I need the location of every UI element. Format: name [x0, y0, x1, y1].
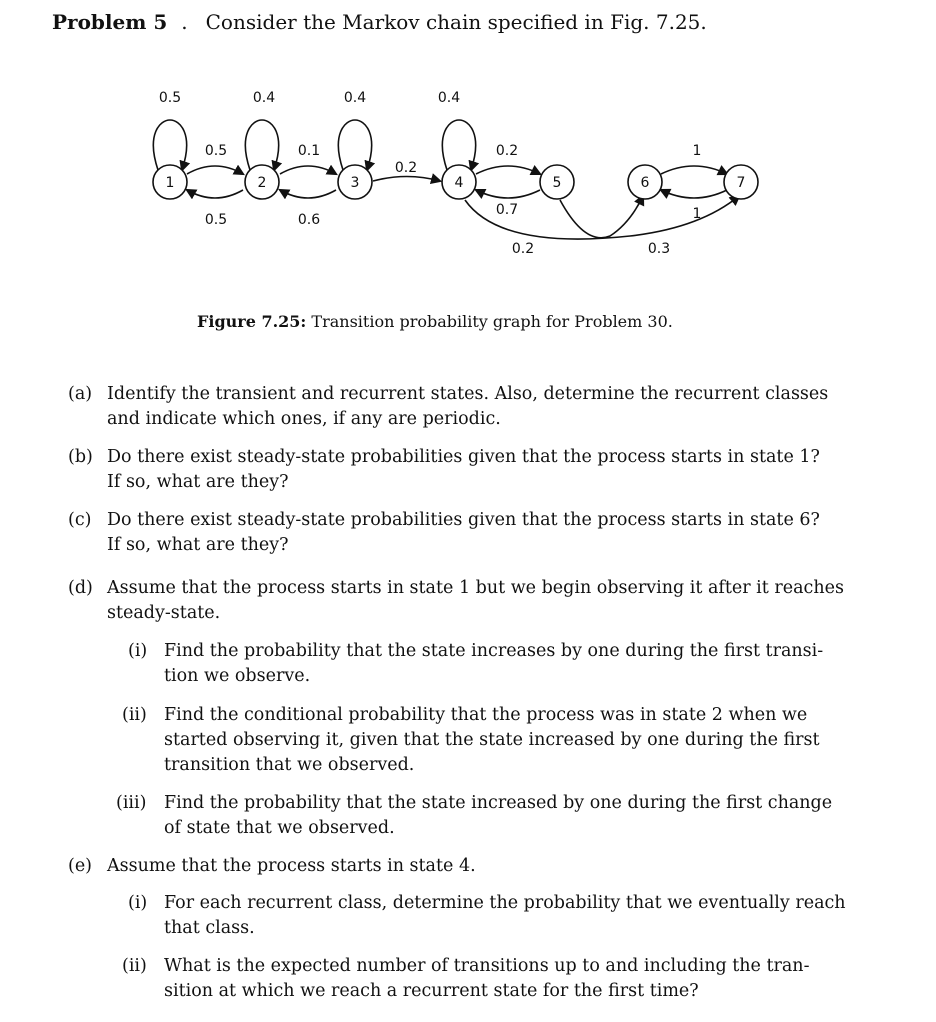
edge-2-to-3: [280, 166, 336, 174]
question-e-ii-line-1: What is the expected number of transitions up to and including the tran-: [164, 956, 810, 976]
label-2-to-3: 0.1: [297, 143, 321, 159]
label-7-to-6: 1: [692, 206, 702, 222]
question-d-line-1: Assume that the process starts in state 1 but we begin observing it after it reaches: [107, 578, 844, 598]
state-label-3: 3: [350, 175, 360, 191]
state-label-5: 5: [552, 175, 562, 191]
problem-label: Problem 5: [52, 10, 168, 34]
question-c-line-2: If so, what are they?: [107, 535, 289, 555]
question-e-i-line-1: For each recurrent class, determine the probability that we eventually reach: [164, 893, 846, 913]
label-3-to-2: 0.6: [297, 212, 321, 228]
problem-header: [52, 10, 707, 34]
question-d-ii-line-3: transition that we observed.: [164, 755, 415, 775]
state-label-1: 1: [165, 175, 175, 191]
question-d-iii-line-1: Find the probability that the state increased by one during the first change: [164, 793, 833, 813]
question-e-i-line-2: that class.: [164, 918, 255, 938]
question-d-i-line-2: tion we observe.: [164, 666, 311, 686]
label-5-to-4: 0.7: [495, 202, 519, 218]
question-a-line-1: Identify the transient and recurrent states. Also, determine the recurrent classes: [107, 384, 829, 404]
markov-chain-figure: [0, 78, 936, 268]
label-self-4: 0.4: [437, 90, 461, 106]
label-4-to-7: 0.3: [647, 241, 671, 257]
self-loop-4: [442, 120, 475, 170]
edge-2-to-1: [187, 190, 243, 198]
question-b-line-1: Do there exist steady-state probabilities given that the process starts in state 1?: [107, 447, 820, 467]
question-d-ii-line-1: Find the conditional probability that the process was in state 2 when we: [164, 705, 808, 725]
caption-text: Transition probability graph for Problem 30.: [311, 312, 673, 331]
question-e-i-label: (i): [128, 893, 148, 913]
self-loop-1: [153, 120, 186, 170]
edge-4-to-5: [476, 166, 540, 174]
question-d-label: (d): [68, 578, 93, 598]
header-dot: .: [181, 10, 188, 34]
question-b-label: (b): [68, 447, 93, 467]
label-3-to-4: 0.2: [394, 160, 418, 176]
question-d-iii-label: (iii): [116, 793, 147, 813]
question-c-line-1: Do there exist steady-state probabilities given that the process starts in state 6?: [107, 510, 820, 530]
question-d-ii-line-2: started observing it, given that the state increased by one during the first: [164, 730, 820, 750]
edge-3-to-4: [373, 177, 440, 182]
state-label-4: 4: [454, 175, 464, 191]
question-c-label: (c): [68, 510, 92, 530]
figure-caption: [197, 312, 673, 331]
question-a-line-2: and indicate which ones, if any are periodic.: [107, 409, 501, 429]
edge-7-to-6: [661, 190, 727, 198]
label-self-1: 0.5: [158, 90, 182, 106]
question-a-label: (a): [68, 384, 93, 404]
self-loop-2: [245, 120, 278, 170]
label-5-to-6: 0.2: [511, 241, 535, 257]
question-d-i-label: (i): [128, 641, 148, 661]
edge-1-to-2: [187, 166, 243, 174]
state-label-2: 2: [257, 175, 267, 191]
label-self-2: 0.4: [252, 90, 276, 106]
state-label-7: 7: [736, 175, 746, 191]
question-b-line-2: If so, what are they?: [107, 472, 289, 492]
edge-6-to-7: [661, 166, 727, 174]
edge-5-to-6: [560, 196, 643, 238]
question-d-ii-label: (ii): [122, 705, 147, 725]
label-4-to-5: 0.2: [495, 143, 519, 159]
question-e-label: (e): [68, 856, 93, 876]
question-e-line-1: Assume that the process starts in state 4.: [107, 856, 476, 876]
state-label-6: 6: [640, 175, 650, 191]
problem-intro: Consider the Markov chain specified in Fig. 7.25.: [205, 10, 707, 34]
label-2-to-1: 0.5: [204, 212, 228, 228]
label-6-to-7: 1: [692, 143, 702, 159]
question-e-ii-line-2: sition at which we reach a recurrent state for the first time?: [164, 981, 699, 1001]
caption-label: Figure 7.25:: [197, 312, 307, 331]
question-d-iii-line-2: of state that we observed.: [164, 818, 395, 838]
question-e-ii-label: (ii): [122, 956, 147, 976]
label-self-3: 0.4: [343, 90, 367, 106]
label-1-to-2: 0.5: [204, 143, 228, 159]
edge-3-to-2: [280, 190, 336, 198]
question-d-i-line-1: Find the probability that the state increases by one during the first transi-: [164, 641, 824, 661]
self-loop-3: [338, 120, 371, 170]
edge-5-to-4: [476, 190, 540, 198]
question-d-line-2: steady-state.: [107, 603, 221, 623]
